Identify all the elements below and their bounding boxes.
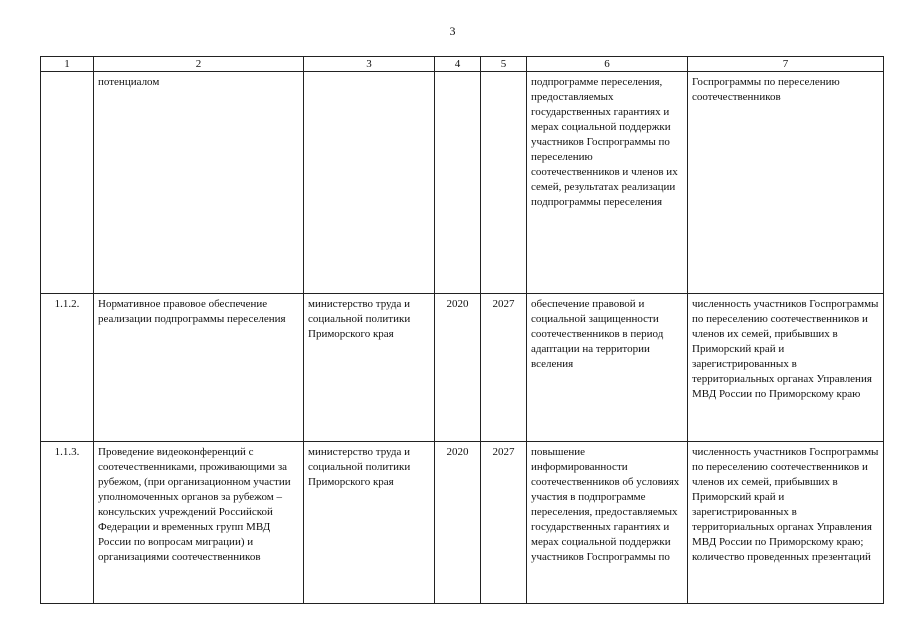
end-year xyxy=(481,72,527,294)
header-row xyxy=(41,57,884,72)
measure-name: Нормативное правовое обеспечение реализации подпрограммы переселения xyxy=(94,294,304,442)
executor: министерство труда и социальной политики Приморского края xyxy=(304,294,435,442)
indicator: Госпрограммы по переселению соотечественников xyxy=(688,72,884,294)
start-year xyxy=(435,72,481,294)
header-col-4: 4 xyxy=(435,57,481,72)
header-col-7: 7 xyxy=(688,57,884,72)
indicator: численность участников Госпрограммы по переселению соотечественников и членов их семей, прибывших в Приморский край и зарегистрированных в территориальных органах Управления МВД России по Приморскому краю xyxy=(688,294,884,442)
table-row xyxy=(41,294,884,442)
header-col-5: 5 xyxy=(481,57,527,72)
expected-result: повышение информированности соотечественников об условиях участия в подпрограмме переселения, предоставляемых государственных гарантиях и мерах социальной поддержки участников Госпрограммы по xyxy=(527,442,688,604)
end-year: 2027 xyxy=(481,442,527,604)
header-col-2: 2 xyxy=(94,57,304,72)
header-col-6: 6 xyxy=(527,57,688,72)
start-year: 2020 xyxy=(435,294,481,442)
table-row xyxy=(41,72,884,294)
measures-table xyxy=(40,56,884,604)
row-number xyxy=(41,72,94,294)
row-number: 1.1.3. xyxy=(41,442,94,604)
measure-name: Проведение видеоконференций с соотечественниками, проживающими за рубежом, (при организационном участии уполномоченных органов за рубежом – консульских учреждений Российской Федерации и временных групп МВД России по вопросам миграции) и организациями соотечественников xyxy=(94,442,304,604)
end-year: 2027 xyxy=(481,294,527,442)
expected-result: подпрограмме переселения, предоставляемых государственных гарантиях и мерах социальной поддержки участников Госпрограммы по переселению соотечественников и членов их семей, результатах реализации подпрограммы переселения xyxy=(527,72,688,294)
row-number: 1.1.2. xyxy=(41,294,94,442)
executor: министерство труда и социальной политики Приморского края xyxy=(304,442,435,604)
page-number: 3 xyxy=(449,24,456,38)
start-year: 2020 xyxy=(435,442,481,604)
executor xyxy=(304,72,435,294)
header-col-3: 3 xyxy=(304,57,435,72)
header-col-1: 1 xyxy=(41,57,94,72)
measure-name: потенциалом xyxy=(94,72,304,294)
table-row xyxy=(41,442,884,604)
expected-result: обеспечение правовой и социальной защищенности соотечественников в период адаптации на территории вселения xyxy=(527,294,688,442)
indicator: численность участников Госпрограммы по переселению соотечественников и членов их семей, прибывших в Приморский край и зарегистрированных в территориальных органах Управления МВД России по Приморскому краю; количество проведенных презентаций xyxy=(688,442,884,604)
